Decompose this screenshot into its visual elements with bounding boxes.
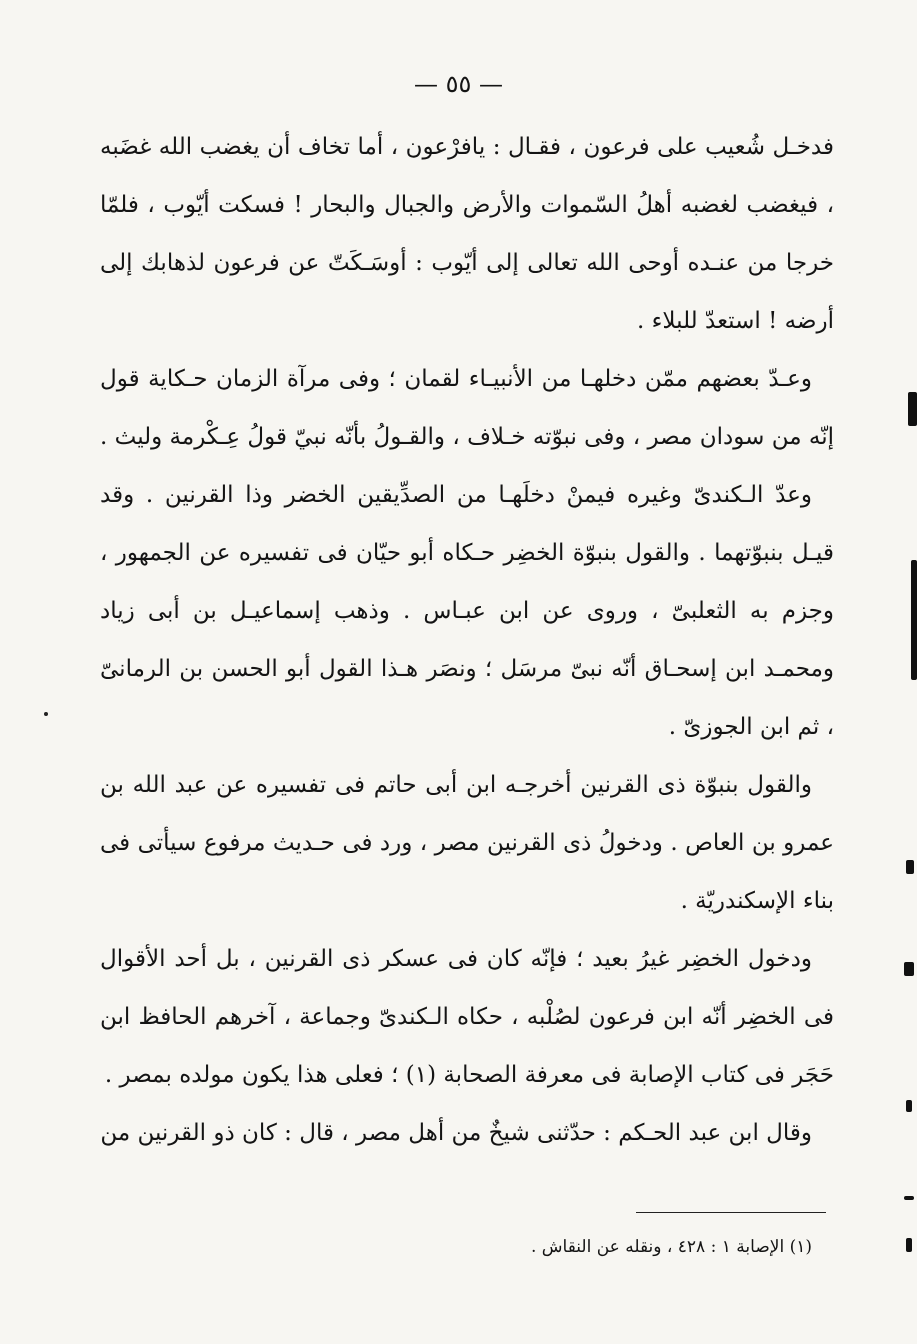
- paragraph-1: فدخـل شُعيب على فرعون ، فقـال : يافرْعون ، أما تخاف أن يغضب الله غضَبه ، فيغضب لغضبه أهلُ السّموات والأرض والجبال والبحار ! فسكت أيّوب ، فلمّا خرجا من عنـده أوحى الله تعالى إلى أيّوب : أوسَـكَتّ عن فرعون لذهابك إلى أرضه ! استعدّ للبلاء .: [100, 134, 834, 334]
- page-number: — ٥٥ —: [413, 70, 504, 98]
- paragraph-2: وعـدّ بعضهم ممّن دخلهـا من الأنبيـاء لقمان ؛ وفى مرآة الزمان حـكاية قول إنّه من سودان مصر ، وفى نبوّته خـلاف ، والقـولُ بأنّه نبيّ قولُ عِـكْرمة وليث .: [99, 366, 834, 450]
- paragraph-6: وقال ابن عبد الحـكم : حدّثنى شيخٌ من أهل مصر ، قال : كان ذو القرنين من: [100, 1120, 812, 1146]
- scan-edge-mark: [911, 560, 917, 680]
- paragraph-4: والقول بنبوّة ذى القرنين أخرجـه ابن أبى حاتم فى تفسيره عن عبد الله بن عمرو بن العاص . ودخولُ ذى القرنين مصر ، ورد فى حـديث مرفوع سيأتى فى بناء الإسكندريّة .: [100, 772, 834, 914]
- scan-edge-mark: [908, 392, 917, 426]
- scan-edge-mark: [906, 1238, 912, 1252]
- footnote: (١) الإصابة ١ : ٤٢٨ ، ونقله عن النقاش .: [530, 1237, 812, 1257]
- scan-edge-mark: [906, 1100, 912, 1112]
- paragraph-3: وعدّ الـكندىّ وغيره فيمنْ دخلَهـا من الصدِّيقين الخضر وذا القرنين . وقد قيـل بنبوّتهما . والقول بنبوّة الخضِر حـكاه أبو حيّان فى تفسيره عن الجمهور ، وجزم به الثعلبىّ ، وروى عن ابن عبـاس . وذهب إسماعيـل بن أبى زياد ومحمـد ابن إسحـاق أنّه نبىّ مرسَل ؛ ونصَر هـذا القول أبو الحسن بن الرمانىّ ، ثم ابن الجوزىّ .: [100, 482, 834, 740]
- scan-edge-mark: [904, 1196, 914, 1200]
- paragraph-5: ودخول الخضِر غيرُ بعيد ؛ فإنّه كان فى عسكر ذى القرنين ، بل أحد الأقوال فى الخضِر أنّه ابن فرعون لصُلْبه ، حكاه الـكندىّ وجماعة ، آخرهم الحافظ ابن حَجَر فى كتاب الإصابة فى معرفة الصحابة (١) ؛ فعلى هذا يكون مولده بمصر .: [100, 946, 834, 1088]
- footnote-divider: [636, 1212, 826, 1213]
- scan-edge-mark: [906, 860, 914, 874]
- scan-dot: [44, 712, 48, 716]
- scan-edge-mark: [904, 962, 914, 976]
- main-text: [100, 118, 834, 1162]
